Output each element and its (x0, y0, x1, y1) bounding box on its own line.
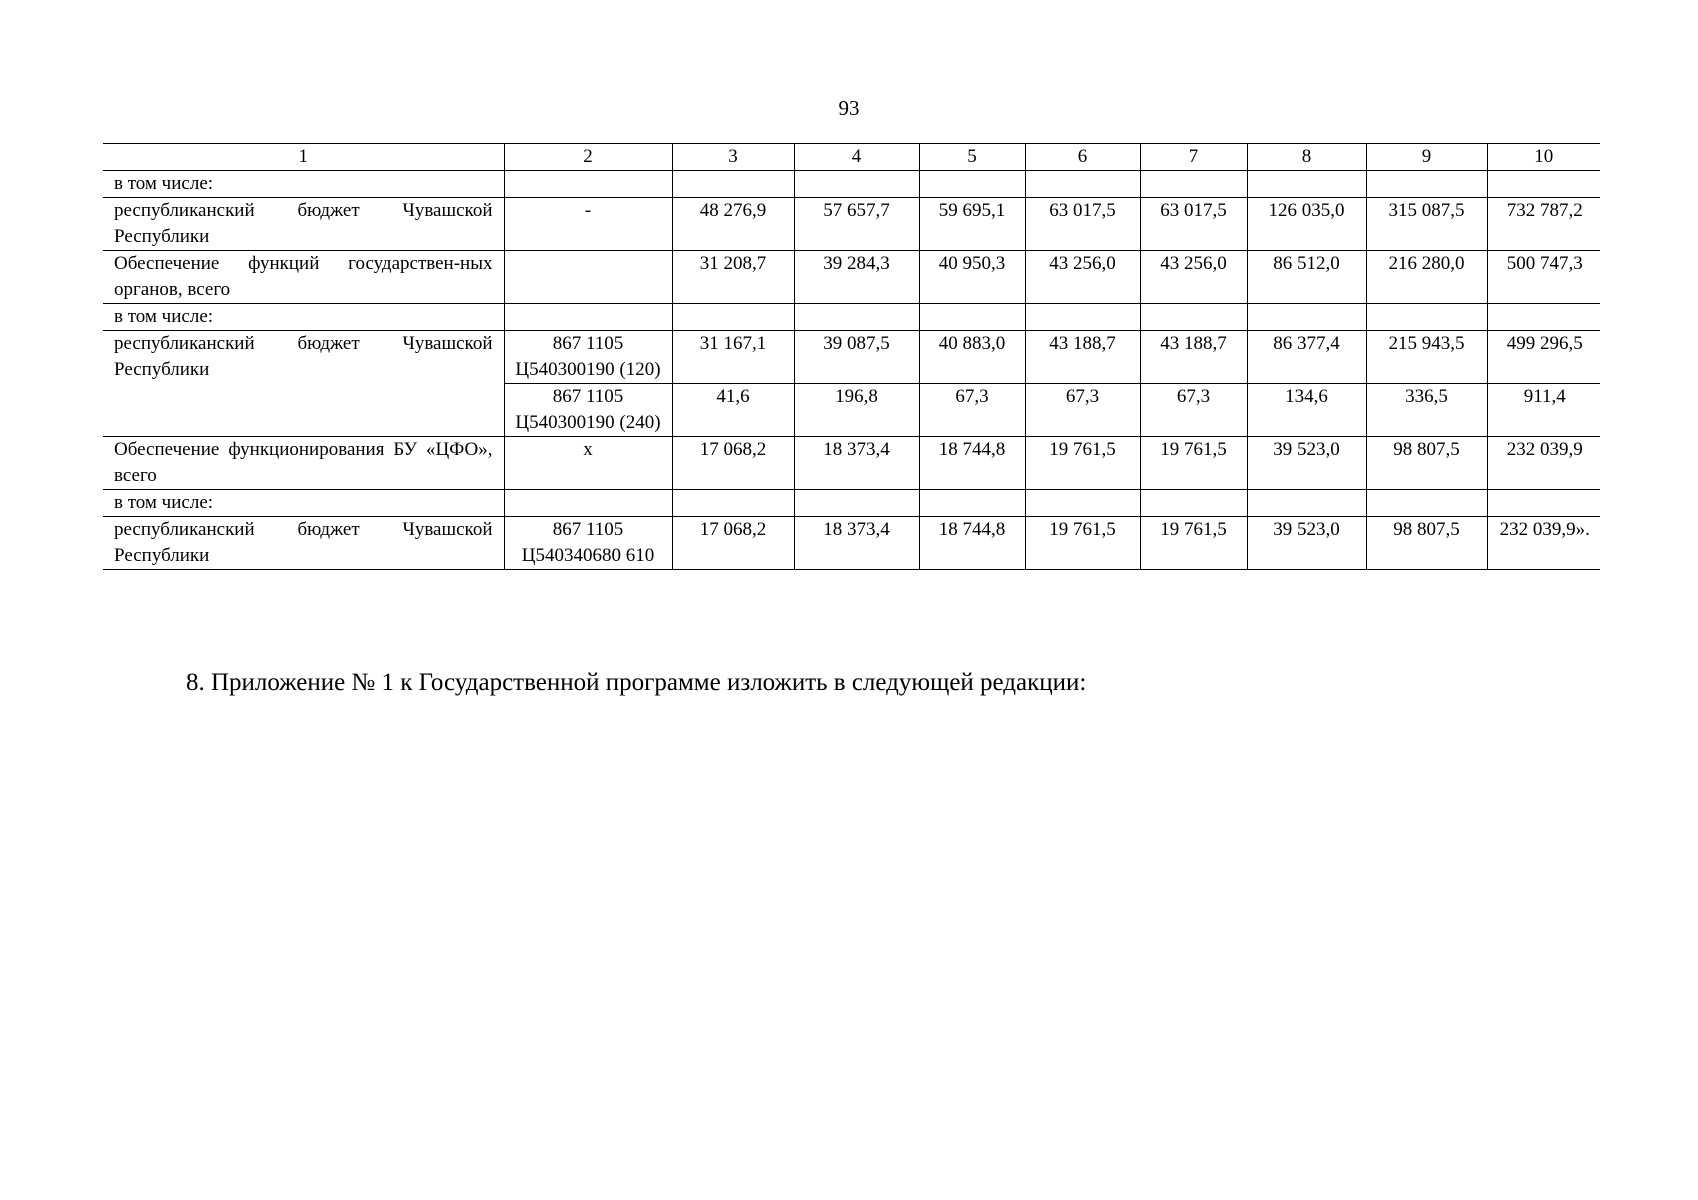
table-row (103, 251, 1600, 304)
value-cell: 39 284,3 (794, 251, 919, 304)
value-cell: 315 087,5 (1366, 198, 1487, 251)
value-cell: 67,3 (1140, 384, 1247, 437)
table-row (103, 517, 1600, 570)
value-cell: 500 747,3 (1487, 251, 1600, 304)
value-cell: 98 807,5 (1366, 517, 1487, 570)
value-cell (1366, 171, 1487, 198)
value-cell (1487, 171, 1600, 198)
value-cell: 48 276,9 (672, 198, 794, 251)
value-cell (1247, 171, 1366, 198)
budget-code-cell: - (504, 198, 672, 251)
value-cell: 57 657,7 (794, 198, 919, 251)
column-header: 9 (1366, 144, 1487, 171)
value-cell (1140, 171, 1247, 198)
table-header-row (103, 144, 1600, 171)
column-header: 4 (794, 144, 919, 171)
value-cell: 499 296,5 (1487, 331, 1600, 384)
column-header: 10 (1487, 144, 1600, 171)
value-cell: 40 950,3 (919, 251, 1025, 304)
column-header: 1 (103, 144, 504, 171)
value-cell: 215 943,5 (1366, 331, 1487, 384)
value-cell: 134,6 (1247, 384, 1366, 437)
value-cell (1487, 490, 1600, 517)
table-row (103, 304, 1600, 331)
budget-code-cell: 867 1105 Ц540340680 610 (504, 517, 672, 570)
value-cell: 19 761,5 (1025, 517, 1140, 570)
row-name-cell: Обеспечение функционирования БУ «ЦФО», всего (103, 437, 504, 490)
value-cell (794, 490, 919, 517)
value-cell (1366, 304, 1487, 331)
value-cell (1025, 171, 1140, 198)
subheading-cell: в том числе: (103, 171, 504, 198)
value-cell (919, 304, 1025, 331)
column-header: 6 (1025, 144, 1140, 171)
value-cell (672, 304, 794, 331)
table-row (103, 171, 1600, 198)
value-cell (1025, 490, 1140, 517)
value-cell: 19 761,5 (1140, 517, 1247, 570)
value-cell: 43 256,0 (1025, 251, 1140, 304)
value-cell: 18 373,4 (794, 517, 919, 570)
value-cell: 43 188,7 (1140, 331, 1247, 384)
value-cell: 911,4 (1487, 384, 1600, 437)
column-header: 7 (1140, 144, 1247, 171)
value-cell: 98 807,5 (1366, 437, 1487, 490)
value-cell (672, 171, 794, 198)
budget-code-cell: х (504, 437, 672, 490)
value-cell: 18 373,4 (794, 437, 919, 490)
row-name-cell: Обеспечение функций государствен-ных органов, всего (103, 251, 504, 304)
value-cell (919, 490, 1025, 517)
value-cell: 39 523,0 (1247, 517, 1366, 570)
table-row (103, 490, 1600, 517)
value-cell: 31 167,1 (672, 331, 794, 384)
value-cell: 732 787,2 (1487, 198, 1600, 251)
value-cell: 18 744,8 (919, 437, 1025, 490)
table-body (103, 171, 1600, 570)
column-header: 8 (1247, 144, 1366, 171)
value-cell: 31 208,7 (672, 251, 794, 304)
page-number: 93 (838, 96, 860, 120)
budget-table (103, 143, 1600, 570)
budget-code-cell (504, 251, 672, 304)
value-cell: 196,8 (794, 384, 919, 437)
row-name-cell: республиканский бюджет Чувашской Республики (103, 331, 504, 437)
table-row (103, 437, 1600, 490)
paragraph-text: 8. Приложение № 1 к Государственной программе изложить в следующей редакции: (186, 669, 1087, 696)
budget-code-cell: 867 1105 Ц540300190 (120) (504, 331, 672, 384)
value-cell (919, 171, 1025, 198)
table-row (103, 331, 1600, 384)
value-cell: 216 280,0 (1366, 251, 1487, 304)
value-cell (1140, 490, 1247, 517)
budget-code-cell (504, 171, 672, 198)
value-cell: 67,3 (919, 384, 1025, 437)
value-cell (672, 490, 794, 517)
value-cell: 39 523,0 (1247, 437, 1366, 490)
value-cell: 86 377,4 (1247, 331, 1366, 384)
column-header: 3 (672, 144, 794, 171)
budget-code-cell (504, 304, 672, 331)
table-row (103, 198, 1600, 251)
value-cell (1487, 304, 1600, 331)
value-cell (794, 304, 919, 331)
value-cell: 43 188,7 (1025, 331, 1140, 384)
value-cell (1366, 490, 1487, 517)
value-cell: 17 068,2 (672, 517, 794, 570)
value-cell: 19 761,5 (1025, 437, 1140, 490)
value-cell: 86 512,0 (1247, 251, 1366, 304)
value-cell: 67,3 (1025, 384, 1140, 437)
value-cell: 59 695,1 (919, 198, 1025, 251)
row-name-cell: республиканский бюджет Чувашской Республики (103, 517, 504, 570)
value-cell (1247, 304, 1366, 331)
budget-code-cell (504, 490, 672, 517)
value-cell (1247, 490, 1366, 517)
value-cell: 41,6 (672, 384, 794, 437)
value-cell (1025, 304, 1140, 331)
value-cell: 19 761,5 (1140, 437, 1247, 490)
budget-code-cell: 867 1105 Ц540300190 (240) (504, 384, 672, 437)
value-cell: 43 256,0 (1140, 251, 1247, 304)
subheading-cell: в том числе: (103, 304, 504, 331)
column-header: 2 (504, 144, 672, 171)
column-header: 5 (919, 144, 1025, 171)
value-cell: 126 035,0 (1247, 198, 1366, 251)
value-cell (794, 171, 919, 198)
value-cell: 18 744,8 (919, 517, 1025, 570)
value-cell: 39 087,5 (794, 331, 919, 384)
value-cell (1140, 304, 1247, 331)
value-cell: 17 068,2 (672, 437, 794, 490)
subheading-cell: в том числе: (103, 490, 504, 517)
value-cell: 40 883,0 (919, 331, 1025, 384)
value-cell: 336,5 (1366, 384, 1487, 437)
value-cell: 232 039,9 (1487, 437, 1600, 490)
value-cell: 63 017,5 (1025, 198, 1140, 251)
row-name-cell: республиканский бюджет Чувашской Республики (103, 198, 504, 251)
value-cell: 63 017,5 (1140, 198, 1247, 251)
value-cell: 232 039,9». (1487, 517, 1600, 570)
